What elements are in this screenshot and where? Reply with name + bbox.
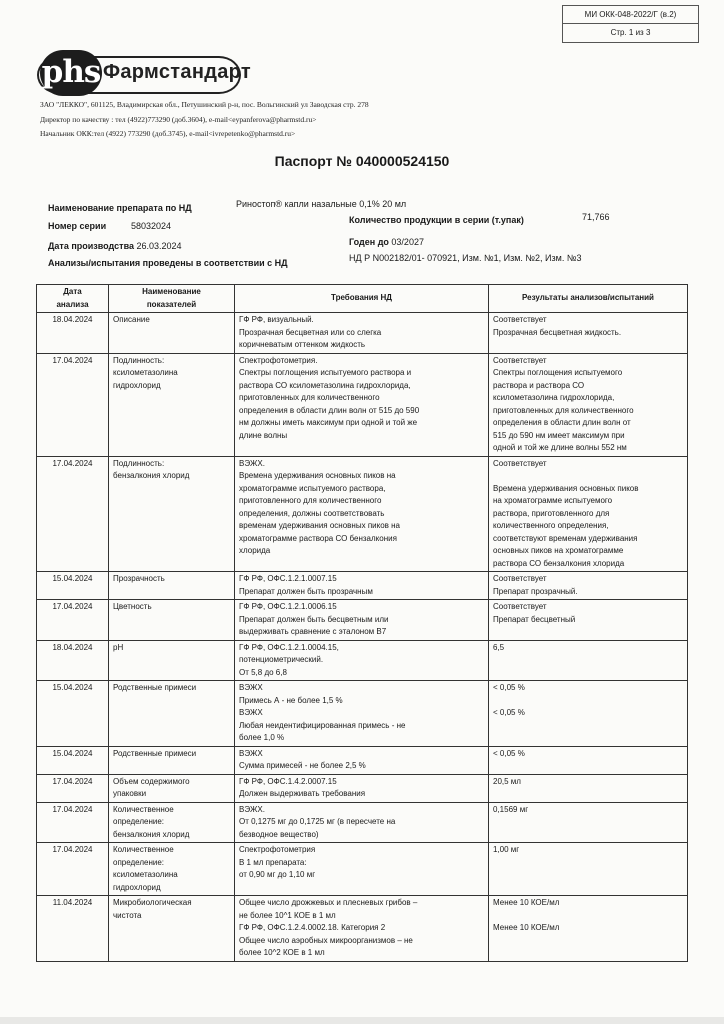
analysis-date-cell: 17.04.2024 — [37, 843, 109, 896]
requirement-line: более 1,0 % — [239, 733, 285, 742]
indicator-line: бензалкония хлорид — [113, 829, 190, 839]
result-cell — [489, 843, 688, 896]
result-line: 0,1569 мг — [493, 804, 529, 814]
indicator-cell — [109, 774, 235, 802]
qc-head-contact: Начальник ОКК:тел (4922) 773290 (доб.3745), e-mail<ivrepetenko@pharmstd.ru> — [40, 129, 296, 138]
indicator-line: определение: — [113, 857, 165, 867]
header-results-line: Результаты анализов/испытаний — [522, 293, 654, 303]
indicator-line: гидрохлорид — [113, 380, 161, 390]
requirement-line: ГФ РФ, ОФС.1.2.1.0007.15 — [239, 574, 337, 583]
requirement-line: Препарат должен быть бесцветным или — [239, 614, 389, 624]
indicator-line: ксилометазолина — [113, 870, 178, 879]
header-indicator-line: Наименование — [142, 287, 201, 296]
result-line: Менее 10 КОЕ/мл — [493, 923, 560, 932]
result-cell — [489, 896, 688, 962]
document-code-box — [562, 5, 699, 43]
requirement-line: Спектрофотометрия. — [239, 355, 318, 365]
header-date-line: Дата — [63, 287, 82, 296]
result-cell — [489, 681, 688, 747]
analysis-date-cell: 15.04.2024 — [37, 572, 109, 600]
requirement-line: От 5,8 до 6,8 — [239, 667, 287, 677]
series-label: Номер серии — [48, 221, 107, 231]
analysis-date-cell: 15.04.2024 — [37, 681, 109, 747]
requirement-line: Прозрачная бесцветная или со слегка — [239, 327, 382, 337]
indicator-line: Родственные примеси — [113, 748, 197, 758]
table-row — [37, 896, 688, 962]
requirement-line: Времена удерживания основных пиков на — [239, 471, 396, 480]
indicator-cell — [109, 746, 235, 774]
result-line: Спектры поглощения испытуемого — [493, 368, 623, 377]
requirement-line: коричневатым оттенком жидкость — [239, 340, 366, 349]
requirement-line: более 10^2 КОЕ в 1 мл — [239, 948, 325, 957]
indicator-line: Подлинность: — [113, 355, 165, 365]
result-line: определения в области длин волн от — [493, 418, 631, 427]
company-address: ЗАО "ЛЕККО", 601125, Владимирская обл., Петушинский р-н, пос. Вольгинский ул Заводская стр. 278 — [40, 100, 369, 109]
result-line: 515 до 590 нм имеет максимум при — [493, 430, 625, 440]
result-line: < 0,05 % — [493, 683, 525, 692]
indicator-cell — [109, 896, 235, 962]
quantity-value: 71,766 — [582, 212, 610, 222]
indicator-cell — [109, 572, 235, 600]
requirement-line: определения, должны соответствовать — [239, 508, 385, 518]
requirement-line: Должен выдерживать требования — [239, 789, 366, 798]
analysis-date-cell: 11.04.2024 — [37, 896, 109, 962]
header-indicator — [109, 285, 235, 313]
page-number: Стр. 1 из 3 — [610, 28, 651, 37]
expiry-date — [349, 237, 424, 247]
requirement-line: выдерживать сравнение с эталоном B7 — [239, 627, 387, 636]
requirement-line: В 1 мл препарата: — [239, 857, 307, 867]
results-table — [36, 284, 688, 962]
requirement-line: от 0,90 мг до 1,10 мг — [239, 870, 316, 879]
requirement-line: От 0,1275 мг до 0,1725 мг (в пересчете на — [239, 817, 396, 826]
requirement-line: Сумма примесей - не более 2,5 % — [239, 761, 366, 770]
indicator-cell — [109, 353, 235, 456]
scan-bottom-edge — [0, 1017, 724, 1024]
expiry-label: Годен до — [349, 237, 389, 247]
analysis-date-cell: 17.04.2024 — [37, 353, 109, 456]
requirement-cell — [235, 802, 489, 843]
requirement-line: ГФ РФ, визуальный. — [239, 315, 314, 324]
result-cell — [489, 353, 688, 456]
table-row — [37, 640, 688, 681]
requirement-line: длине волны — [239, 430, 288, 440]
header-indicator-line: показателей — [146, 299, 197, 309]
requirement-line: хроматограмме раствора СО бензалкония — [239, 533, 397, 543]
result-line: основных пиков на хроматограмме — [493, 546, 624, 555]
production-date — [48, 241, 182, 251]
result-line: 1,00 мг — [493, 845, 520, 854]
table-row — [37, 802, 688, 843]
result-line: Соответствует — [493, 458, 547, 468]
result-line: соответствуют временам удерживания — [493, 533, 638, 543]
result-line: Соответствует — [493, 355, 547, 365]
requirement-line: безводное вещество) — [239, 829, 319, 839]
requirement-cell — [235, 313, 489, 354]
requirement-line: потенциометрический. — [239, 655, 324, 664]
requirement-line: приготовленного для количественного — [239, 496, 382, 505]
indicator-line: Количественное — [113, 804, 174, 814]
header-requirements — [235, 285, 489, 313]
result-line: 20,5 мл — [493, 776, 521, 786]
result-line: Соответствует — [493, 574, 547, 583]
indicator-cell — [109, 640, 235, 681]
requirement-line: Любая неидентифицированная примесь - не — [239, 720, 406, 730]
analysis-date-cell: 17.04.2024 — [37, 456, 109, 572]
indicator-cell — [109, 600, 235, 641]
requirement-cell — [235, 456, 489, 572]
requirement-cell — [235, 746, 489, 774]
indicator-line: Описание — [113, 315, 150, 324]
requirement-line: нм должны иметь максимум при одной и той же — [239, 418, 418, 427]
requirement-line: Примесь А - не более 1,5 % — [239, 695, 343, 705]
indicator-line: гидрохлорид — [113, 882, 161, 892]
result-line: < 0,05 % — [493, 708, 525, 717]
result-line: раствора СО бензалкония хлорида — [493, 558, 625, 568]
indicator-line: Подлинность: — [113, 458, 165, 468]
result-line: Соответствует — [493, 315, 547, 324]
analysis-date-cell: 15.04.2024 — [37, 746, 109, 774]
result-line: раствора, приготовленного для — [493, 508, 610, 518]
requirement-line: временам удерживания основных пиков на — [239, 521, 400, 530]
table-row — [37, 313, 688, 354]
table-row — [37, 681, 688, 747]
table-row — [37, 456, 688, 572]
result-line: одной и той же длине волны 552 нм — [493, 443, 627, 452]
nd-value: НД Р N002182/01- 070921, Изм. №1, Изм. №2, Изм. №3 — [349, 253, 582, 263]
header-date — [37, 285, 109, 313]
requirement-line: ГФ РФ, ОФС.1.4.2.0007.15 — [239, 776, 337, 786]
result-line — [493, 470, 683, 483]
indicator-line: Микробиологическая — [113, 898, 192, 907]
indicator-cell — [109, 843, 235, 896]
quantity-label: Количество продукции в серии (т.упак) — [349, 215, 524, 225]
indicator-line: ксилометазолина — [113, 368, 178, 377]
result-line: Прозрачная бесцветная жидкость. — [493, 327, 622, 337]
header-date-line: анализа — [56, 299, 89, 309]
result-line: приготовленных для количественного — [493, 405, 634, 415]
indicator-cell — [109, 456, 235, 572]
result-line: Времена удерживания основных пиков — [493, 483, 639, 493]
indicator-cell — [109, 681, 235, 747]
requirement-line: ГФ РФ, ОФС.1.2.4.0002.18. Категория 2 — [239, 923, 386, 932]
requirement-line: хроматограмме испытуемого раствора, — [239, 483, 386, 493]
indicator-line: Родственные примеси — [113, 683, 197, 692]
passport-title: Паспорт № 040000524150 — [274, 153, 450, 169]
requirement-line: ГФ РФ, ОФС.1.2.1.0006.15 — [239, 602, 337, 611]
requirement-cell — [235, 600, 489, 641]
analysis-date-cell: 17.04.2024 — [37, 600, 109, 641]
requirement-line: Общее число дрожжевых и плесневых грибов – — [239, 898, 418, 907]
result-line: Менее 10 КОЕ/мл — [493, 898, 560, 907]
result-line: раствора и раствора СО — [493, 380, 585, 390]
requirement-cell — [235, 843, 489, 896]
analysis-date-cell: 17.04.2024 — [37, 774, 109, 802]
expiry-value: 03/2027 — [391, 237, 424, 247]
indicator-line: pH — [113, 642, 124, 652]
result-cell — [489, 774, 688, 802]
production-date-label: Дата производства — [48, 241, 134, 251]
requirement-line: Общее число аэробных микроорганизмов – не — [239, 935, 413, 945]
table-row — [37, 353, 688, 456]
nd-label: Анализы/испытания проведены в соответствии с НД — [48, 258, 288, 268]
result-cell — [489, 640, 688, 681]
result-line — [493, 910, 683, 923]
indicator-line: Количественное — [113, 845, 174, 854]
requirement-line: ВЭЖХ — [239, 748, 263, 758]
indicator-line: Цветность — [113, 602, 152, 611]
header-requirements-line: Требования НД — [330, 293, 393, 303]
result-line: Препарат прозрачный. — [493, 586, 578, 596]
requirement-line: определения в области длин волн от 515 до 590 — [239, 405, 420, 415]
product-value: Риностоп® капли назальные 0,1% 20 мл — [236, 199, 407, 209]
requirement-cell — [235, 353, 489, 456]
indicator-line: упаковки — [113, 789, 147, 798]
analysis-date-cell: 18.04.2024 — [37, 640, 109, 681]
indicator-cell — [109, 802, 235, 843]
result-cell — [489, 313, 688, 354]
result-line: 6,5 — [493, 642, 505, 652]
product-label: Наименование препарата по НД — [48, 203, 192, 213]
table-row — [37, 843, 688, 896]
production-date-value: 26.03.2024 — [136, 241, 182, 251]
result-cell — [489, 456, 688, 572]
document-code: МИ ОКК-048-2022/Г (в.2) — [563, 6, 698, 24]
indicator-line: бензалкония хлорид — [113, 471, 190, 480]
indicator-cell — [109, 313, 235, 354]
result-line: < 0,05 % — [493, 748, 525, 758]
result-line: ксилометазолина гидрохлорида, — [493, 393, 615, 402]
table-header-row — [37, 285, 688, 313]
requirement-cell — [235, 572, 489, 600]
requirement-cell — [235, 896, 489, 962]
indicator-line: Объем содержимого — [113, 776, 190, 786]
requirement-line: не более 10^1 КОЕ в 1 мл — [239, 910, 336, 920]
requirement-line: ВЭЖХ — [239, 708, 263, 717]
requirement-line: раствора СО ксилометазолина гидрохлорида, — [239, 380, 411, 390]
result-line: на хроматограмме испытуемого — [493, 496, 613, 505]
table-row — [37, 600, 688, 641]
result-line — [493, 695, 683, 708]
analysis-date-cell: 17.04.2024 — [37, 802, 109, 843]
result-cell — [489, 746, 688, 774]
quality-director-contact: Директор по качеству : тел (4922)773290 (доб.3604), e-mail<eypanferova@pharmstd.ru> — [40, 115, 317, 124]
result-cell — [489, 802, 688, 843]
requirement-line: Спектры поглощения испытуемого раствора и — [239, 368, 412, 377]
indicator-line: чистота — [113, 910, 142, 920]
company-logo — [37, 54, 251, 94]
analysis-date-cell: 18.04.2024 — [37, 313, 109, 354]
requirement-cell — [235, 774, 489, 802]
indicator-line: определение: — [113, 817, 165, 826]
table-row — [37, 746, 688, 774]
requirement-line: ГФ РФ, ОФС.1.2.1.0004.15, — [239, 642, 339, 652]
result-line: Соответствует — [493, 602, 547, 611]
requirement-line: хлорида — [239, 546, 271, 555]
requirement-line: ВЭЖХ. — [239, 804, 265, 814]
logo-name: Фармстандарт — [103, 61, 251, 83]
result-line: Препарат бесцветный — [493, 614, 576, 624]
requirement-line: ВЭЖХ. — [239, 458, 265, 468]
requirement-line: ВЭЖХ — [239, 683, 263, 692]
result-cell — [489, 572, 688, 600]
indicator-line: Прозрачность — [113, 574, 165, 583]
series-value: 58032024 — [131, 221, 172, 231]
table-row — [37, 774, 688, 802]
logo-mark: phs — [40, 50, 102, 96]
requirement-cell — [235, 681, 489, 747]
table-row — [37, 572, 688, 600]
requirement-cell — [235, 640, 489, 681]
result-cell — [489, 600, 688, 641]
result-line: количественного определения, — [493, 521, 609, 530]
requirement-line: Спектрофотометрия — [239, 845, 316, 854]
requirement-line: приготовленных для количественного — [239, 393, 380, 402]
header-results — [489, 285, 688, 313]
requirement-line: Препарат должен быть прозрачным — [239, 586, 373, 596]
